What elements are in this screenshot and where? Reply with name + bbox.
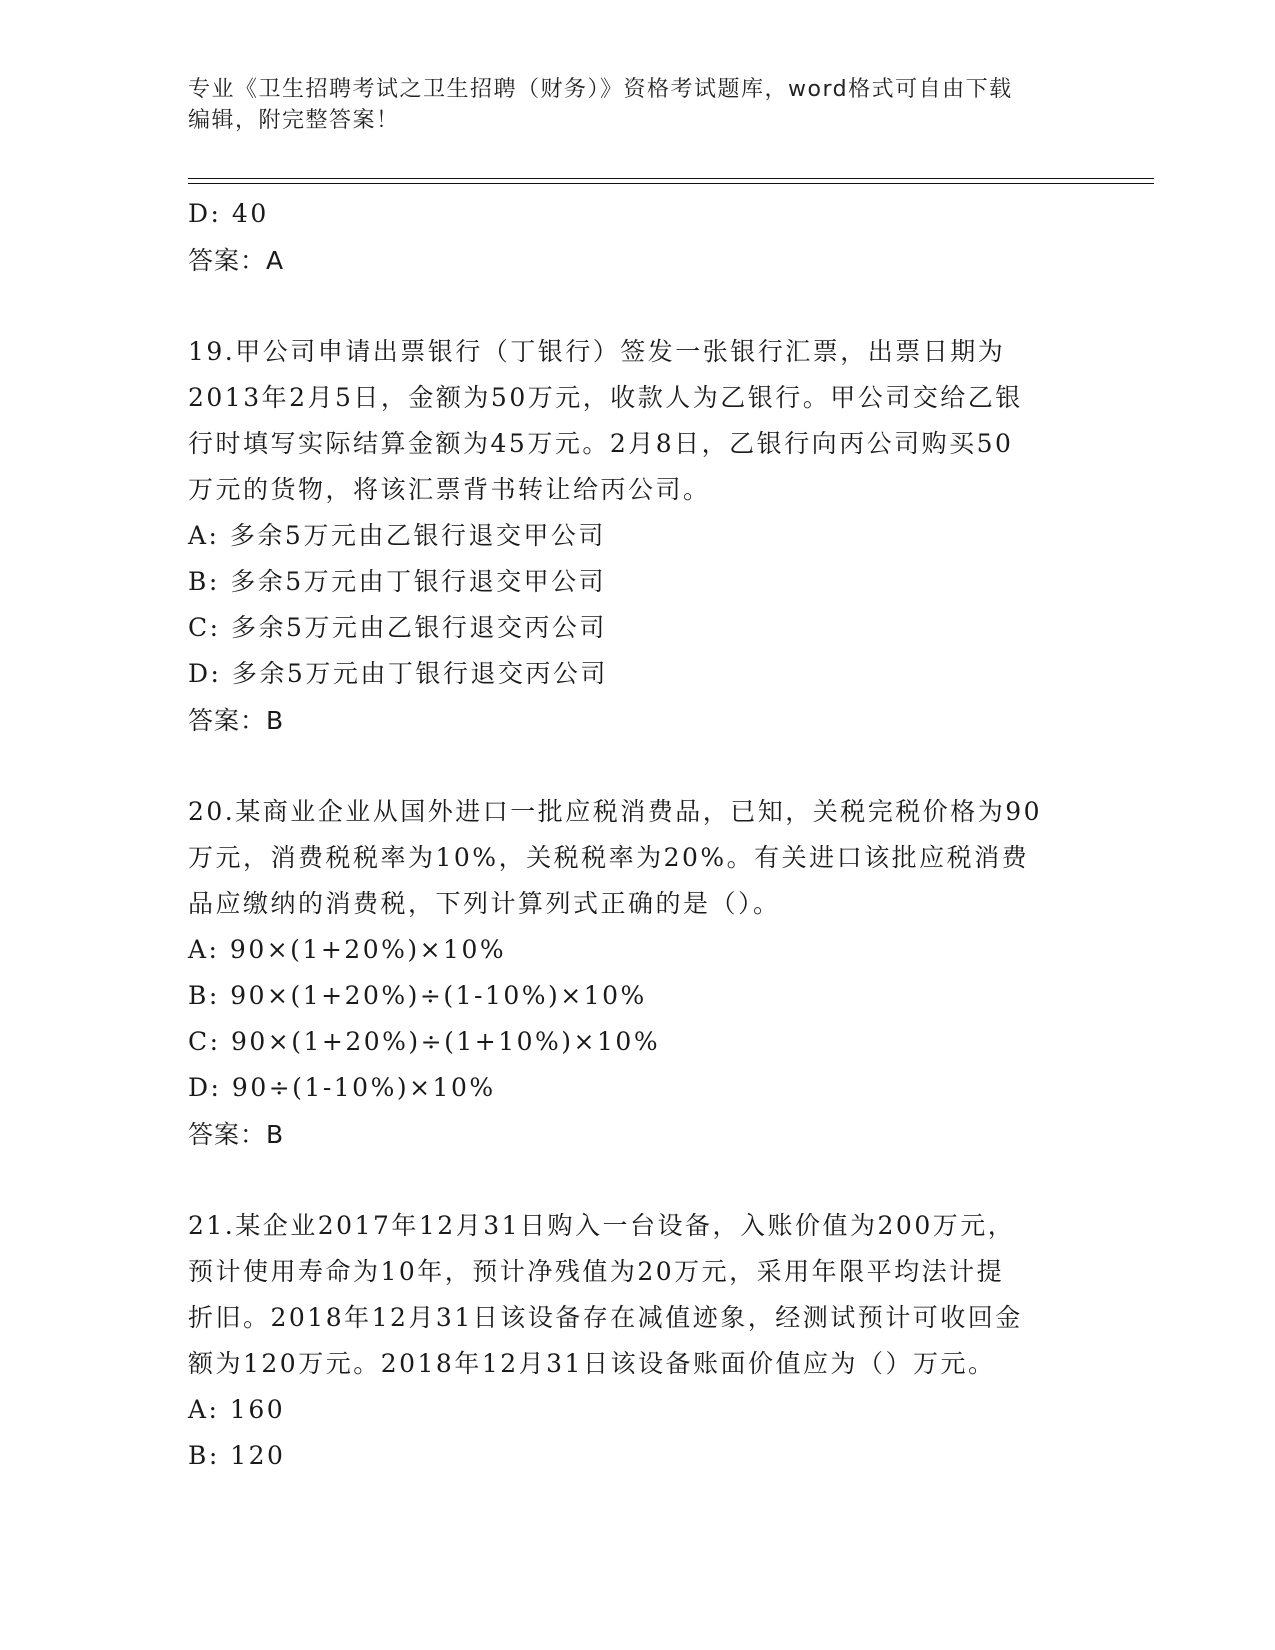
question-21 xyxy=(188,1203,1108,1479)
spacer xyxy=(188,1158,1108,1203)
question-text-line: 额为120万元。2018年12月31日该设备账面价值应为（）万元。 xyxy=(188,1349,996,1378)
question-text-line: 2013年2月5日，金额为50万元，收款人为乙银行。甲公司交给乙银 xyxy=(188,383,1023,412)
question-text-line: 19.甲公司申请出票银行（丁银行）签发一张银行汇票，出票日期为 xyxy=(188,337,1006,366)
previous-question-tail xyxy=(188,191,1108,284)
option-a: A: 90×(1+20%)×10% xyxy=(188,935,507,964)
answer-line: 答案：B xyxy=(188,706,285,735)
option-a: A: 多余5万元由乙银行退交甲公司 xyxy=(188,521,606,550)
question-text-line: 万元，消费税税率为10%，关税税率为20%。有关进口该批应税消费 xyxy=(188,843,1030,872)
spacer xyxy=(188,284,1108,329)
question-20 xyxy=(188,789,1108,1158)
option-b: B: 多余5万元由丁银行退交甲公司 xyxy=(188,567,607,596)
spacer xyxy=(188,744,1108,789)
question-text-line: 21.某企业2017年12月31日购入一台设备，入账价值为200万元， xyxy=(188,1211,1016,1240)
question-text-line: 折旧。2018年12月31日该设备存在减值迹象，经测试预计可收回金 xyxy=(188,1303,1023,1332)
question-text-line: 20.某商业企业从国外进口一批应税消费品，已知，关税完税价格为90 xyxy=(188,797,1043,826)
option-b: B: 120 xyxy=(188,1441,286,1470)
header-line-1: 专业《卫生招聘考试之卫生招聘（财务）》资格考试题库，word格式可自由下载 xyxy=(188,77,1013,102)
option-c: C: 多余5万元由乙银行退交丙公司 xyxy=(188,613,607,642)
option-b: B: 90×(1+20%)÷(1-10%)×10% xyxy=(188,981,647,1010)
question-text-line: 品应缴纳的消费税，下列计算列式正确的是（）。 xyxy=(188,889,781,918)
question-19 xyxy=(188,329,1108,744)
question-text-line: 预计使用寿命为10年，预计净残值为20万元，采用年限平均法计提 xyxy=(188,1257,1005,1286)
question-text-line: 行时填写实际结算金额为45万元。2月8日，乙银行向丙公司购买50 xyxy=(188,429,1014,458)
answer-line: 答案：B xyxy=(188,1120,285,1149)
option-a: A: 160 xyxy=(188,1395,286,1424)
option-d: D: 40 xyxy=(188,199,269,228)
document-body xyxy=(188,191,1108,1479)
header-divider-top xyxy=(188,178,1154,179)
option-c: C: 90×(1+20%)÷(1+10%)×10% xyxy=(188,1027,661,1056)
answer-line: 答案：A xyxy=(188,246,285,275)
option-d: D: 90÷(1-10%)×10% xyxy=(188,1073,496,1102)
header-divider-bottom xyxy=(188,183,1154,184)
option-d: D: 多余5万元由丁银行退交丙公司 xyxy=(188,659,608,688)
document-header xyxy=(188,74,1088,136)
question-text-line: 万元的货物，将该汇票背书转让给丙公司。 xyxy=(188,475,711,504)
header-line-2: 编辑，附完整答案！ xyxy=(188,108,400,133)
